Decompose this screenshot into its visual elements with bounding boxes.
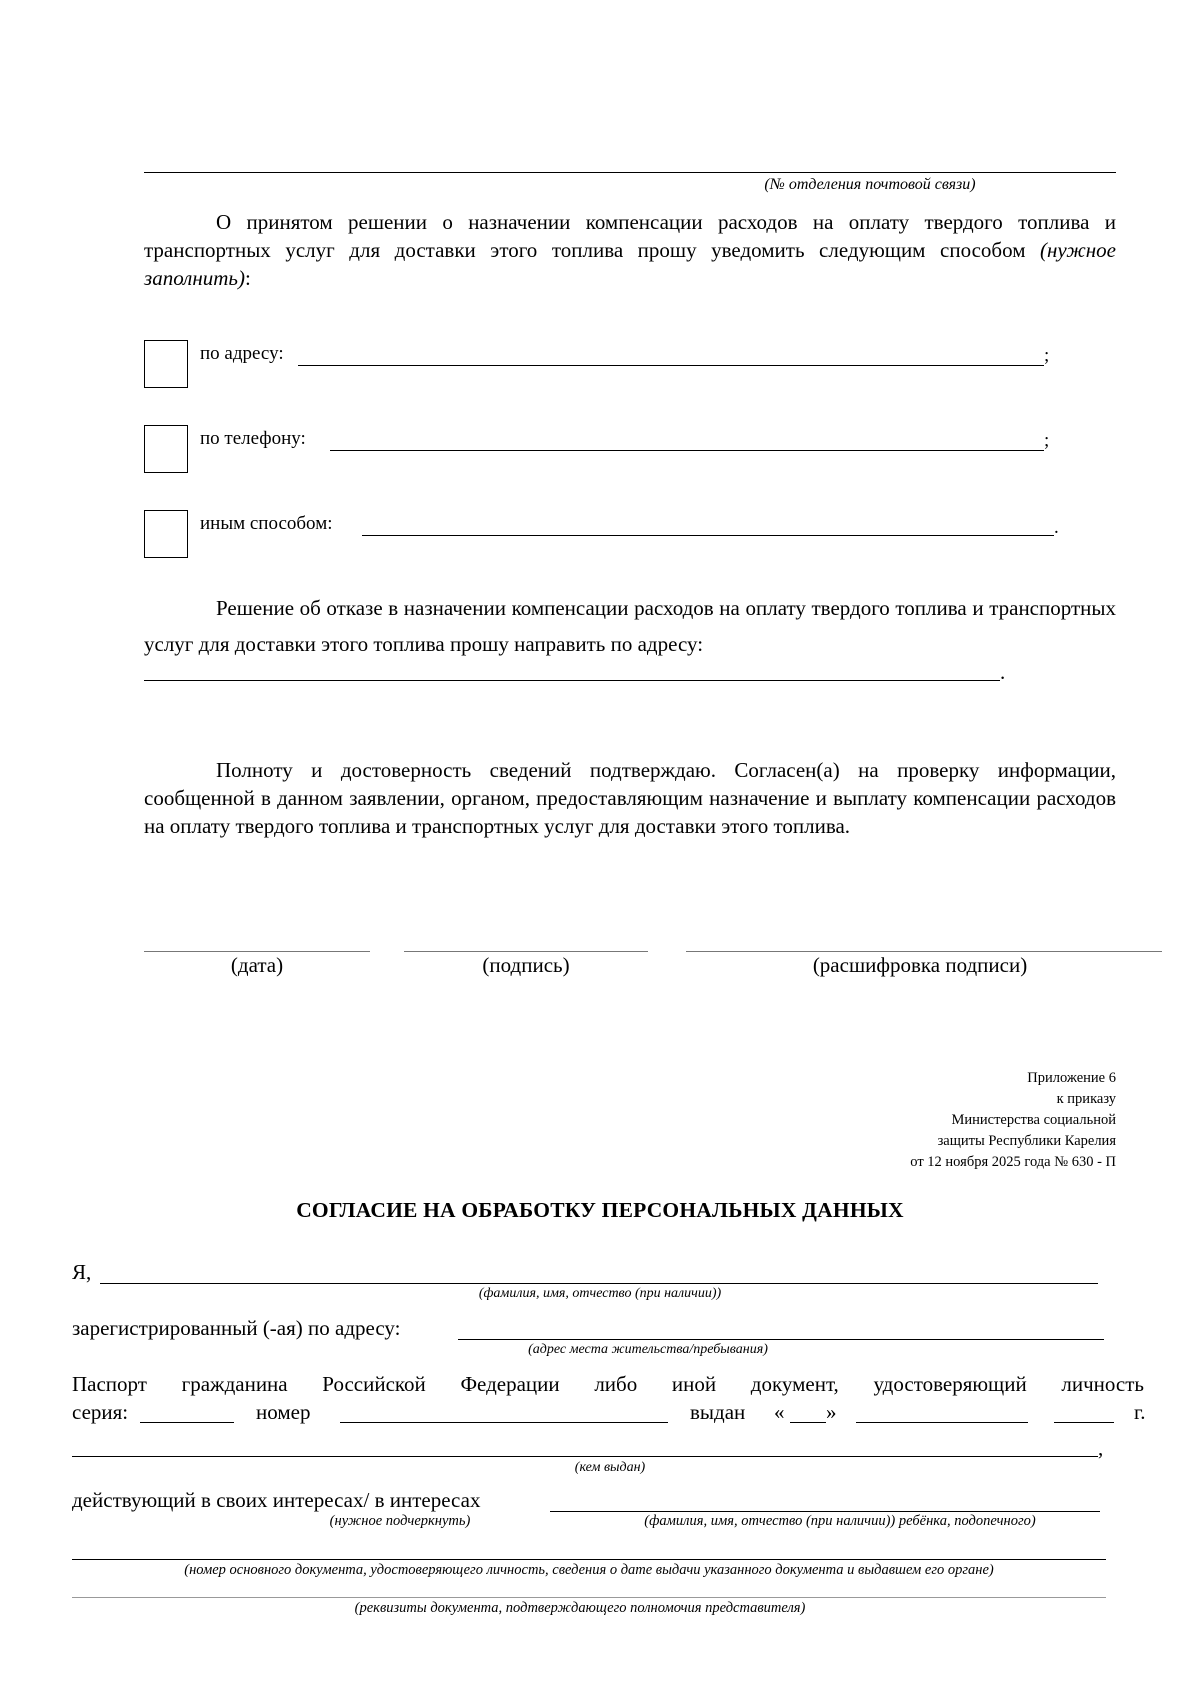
signature-decode-field[interactable] <box>686 951 1162 952</box>
checkbox-by-phone[interactable] <box>144 425 188 473</box>
series-field[interactable] <box>140 1422 234 1423</box>
phone-field[interactable] <box>330 450 1044 451</box>
annex-line-2: к приказу <box>1056 1091 1116 1107</box>
address-hint: (адрес места жительства/пребывания) <box>528 1342 768 1357</box>
date-label: (дата) <box>230 953 284 977</box>
annex-line-5: от 12 ноября 2025 года № 630 - П <box>910 1154 1116 1170</box>
signature-field[interactable] <box>404 951 648 952</box>
year-label: г. <box>1134 1400 1146 1424</box>
signature-decode-label: (расшифровка подписи) <box>812 953 1028 977</box>
issue-year-field[interactable] <box>1054 1422 1114 1423</box>
issued-by-field[interactable] <box>72 1456 1098 1457</box>
issued-by-comma: , <box>1098 1436 1104 1460</box>
notify-intro <box>144 208 1116 292</box>
issue-month-field[interactable] <box>856 1422 1028 1423</box>
address-field[interactable] <box>298 365 1044 366</box>
quote-close: » <box>826 1400 837 1424</box>
rep-doc-field[interactable] <box>72 1597 1106 1598</box>
number-field[interactable] <box>340 1422 668 1423</box>
annex-line-1: Приложение 6 <box>1027 1070 1116 1086</box>
refusal-end: . <box>1000 660 1006 684</box>
consent-title: СОГЛАСИЕ НА ОБРАБОТКУ ПЕРСОНАЛЬНЫХ ДАННЫХ <box>296 1198 904 1222</box>
registered-address-field[interactable] <box>458 1339 1104 1340</box>
refusal-text <box>144 590 1116 662</box>
child-hint: (фамилия, имя, отчество (при наличии)) ребёнка, подопечного) <box>644 1513 1036 1529</box>
notify-intro-end: : <box>244 266 251 290</box>
other-method-field[interactable] <box>362 535 1054 536</box>
ward-fio-field[interactable] <box>550 1511 1100 1512</box>
annex-block <box>910 1068 1116 1173</box>
notify-intro-text: О принятом решении о назначении компенсации расходов на оплату твердого топлива и транспортных услуг для доставки этого топлива прошу уведомить следующим способом <box>144 210 1116 262</box>
issued-by-hint: (кем выдан) <box>574 1460 646 1475</box>
i-label: Я, <box>72 1260 92 1284</box>
notify-intro-italic: (нужное заполнить) <box>144 238 1116 290</box>
signature-label: (подпись) <box>482 953 570 977</box>
option-end-phone: ; <box>1044 430 1050 451</box>
option-end-other: . <box>1054 517 1059 538</box>
confirm-text-content: Полноту и достоверность сведений подтверждаю. Согласен(а) на проверку информации, сообщенной в данном заявлении, органом, предоставляющим назначение и выплату компенсации расходов на оплату твердого топлива и транспортных услуг для доставки этого топлива. <box>144 758 1116 838</box>
date-field[interactable] <box>144 951 370 952</box>
post-office-hint: (№ отделения почтовой связи) <box>764 176 976 193</box>
post-office-line[interactable] <box>144 172 1116 173</box>
underline-hint: (нужное подчеркнуть) <box>329 1513 471 1529</box>
checkbox-other-method[interactable] <box>144 510 188 558</box>
series-label: серия: <box>72 1400 129 1424</box>
number-label: номер <box>256 1400 311 1424</box>
issued-label: выдан <box>690 1400 746 1424</box>
issue-day-field[interactable] <box>790 1422 826 1423</box>
doc-hint: (номер основного документа, удостоверяющего личность, сведения о дате выдачи указанного документа и выдавшем его органе) <box>184 1562 994 1578</box>
passport-label: Паспорт гражданина Российской Федерации либо иной документ, удостоверяющий личность <box>72 1372 1144 1396</box>
option-end-address: ; <box>1044 345 1050 366</box>
doc-details-field[interactable] <box>72 1559 1106 1560</box>
checkbox-by-address[interactable] <box>144 340 188 388</box>
confirm-text <box>144 756 1116 840</box>
annex-line-4: защиты Республики Карелия <box>937 1133 1116 1149</box>
quote-open: « <box>774 1400 785 1424</box>
rep-hint: (реквизиты документа, подтверждающего полномочия представителя) <box>354 1600 806 1616</box>
registered-label: зарегистрированный (-ая) по адресу: <box>72 1316 401 1340</box>
refusal-text-content: Решение об отказе в назначении компенсации расходов на оплату твердого топлива и транспортных услуг для доставки этого топлива прошу направить по адресу: <box>144 596 1116 656</box>
annex-line-3: Министерства социальной <box>951 1112 1116 1128</box>
option-label-phone: по телефону: <box>200 428 306 449</box>
option-label-other: иным способом: <box>200 513 333 534</box>
fio-field[interactable] <box>100 1283 1098 1284</box>
acting-label: действующий в своих интересах/ в интересах <box>72 1488 481 1512</box>
fio-hint: (фамилия, имя, отчество (при наличии)) <box>478 1286 722 1301</box>
refusal-address-field[interactable] <box>144 680 1000 681</box>
option-label-address: по адресу: <box>200 343 284 364</box>
